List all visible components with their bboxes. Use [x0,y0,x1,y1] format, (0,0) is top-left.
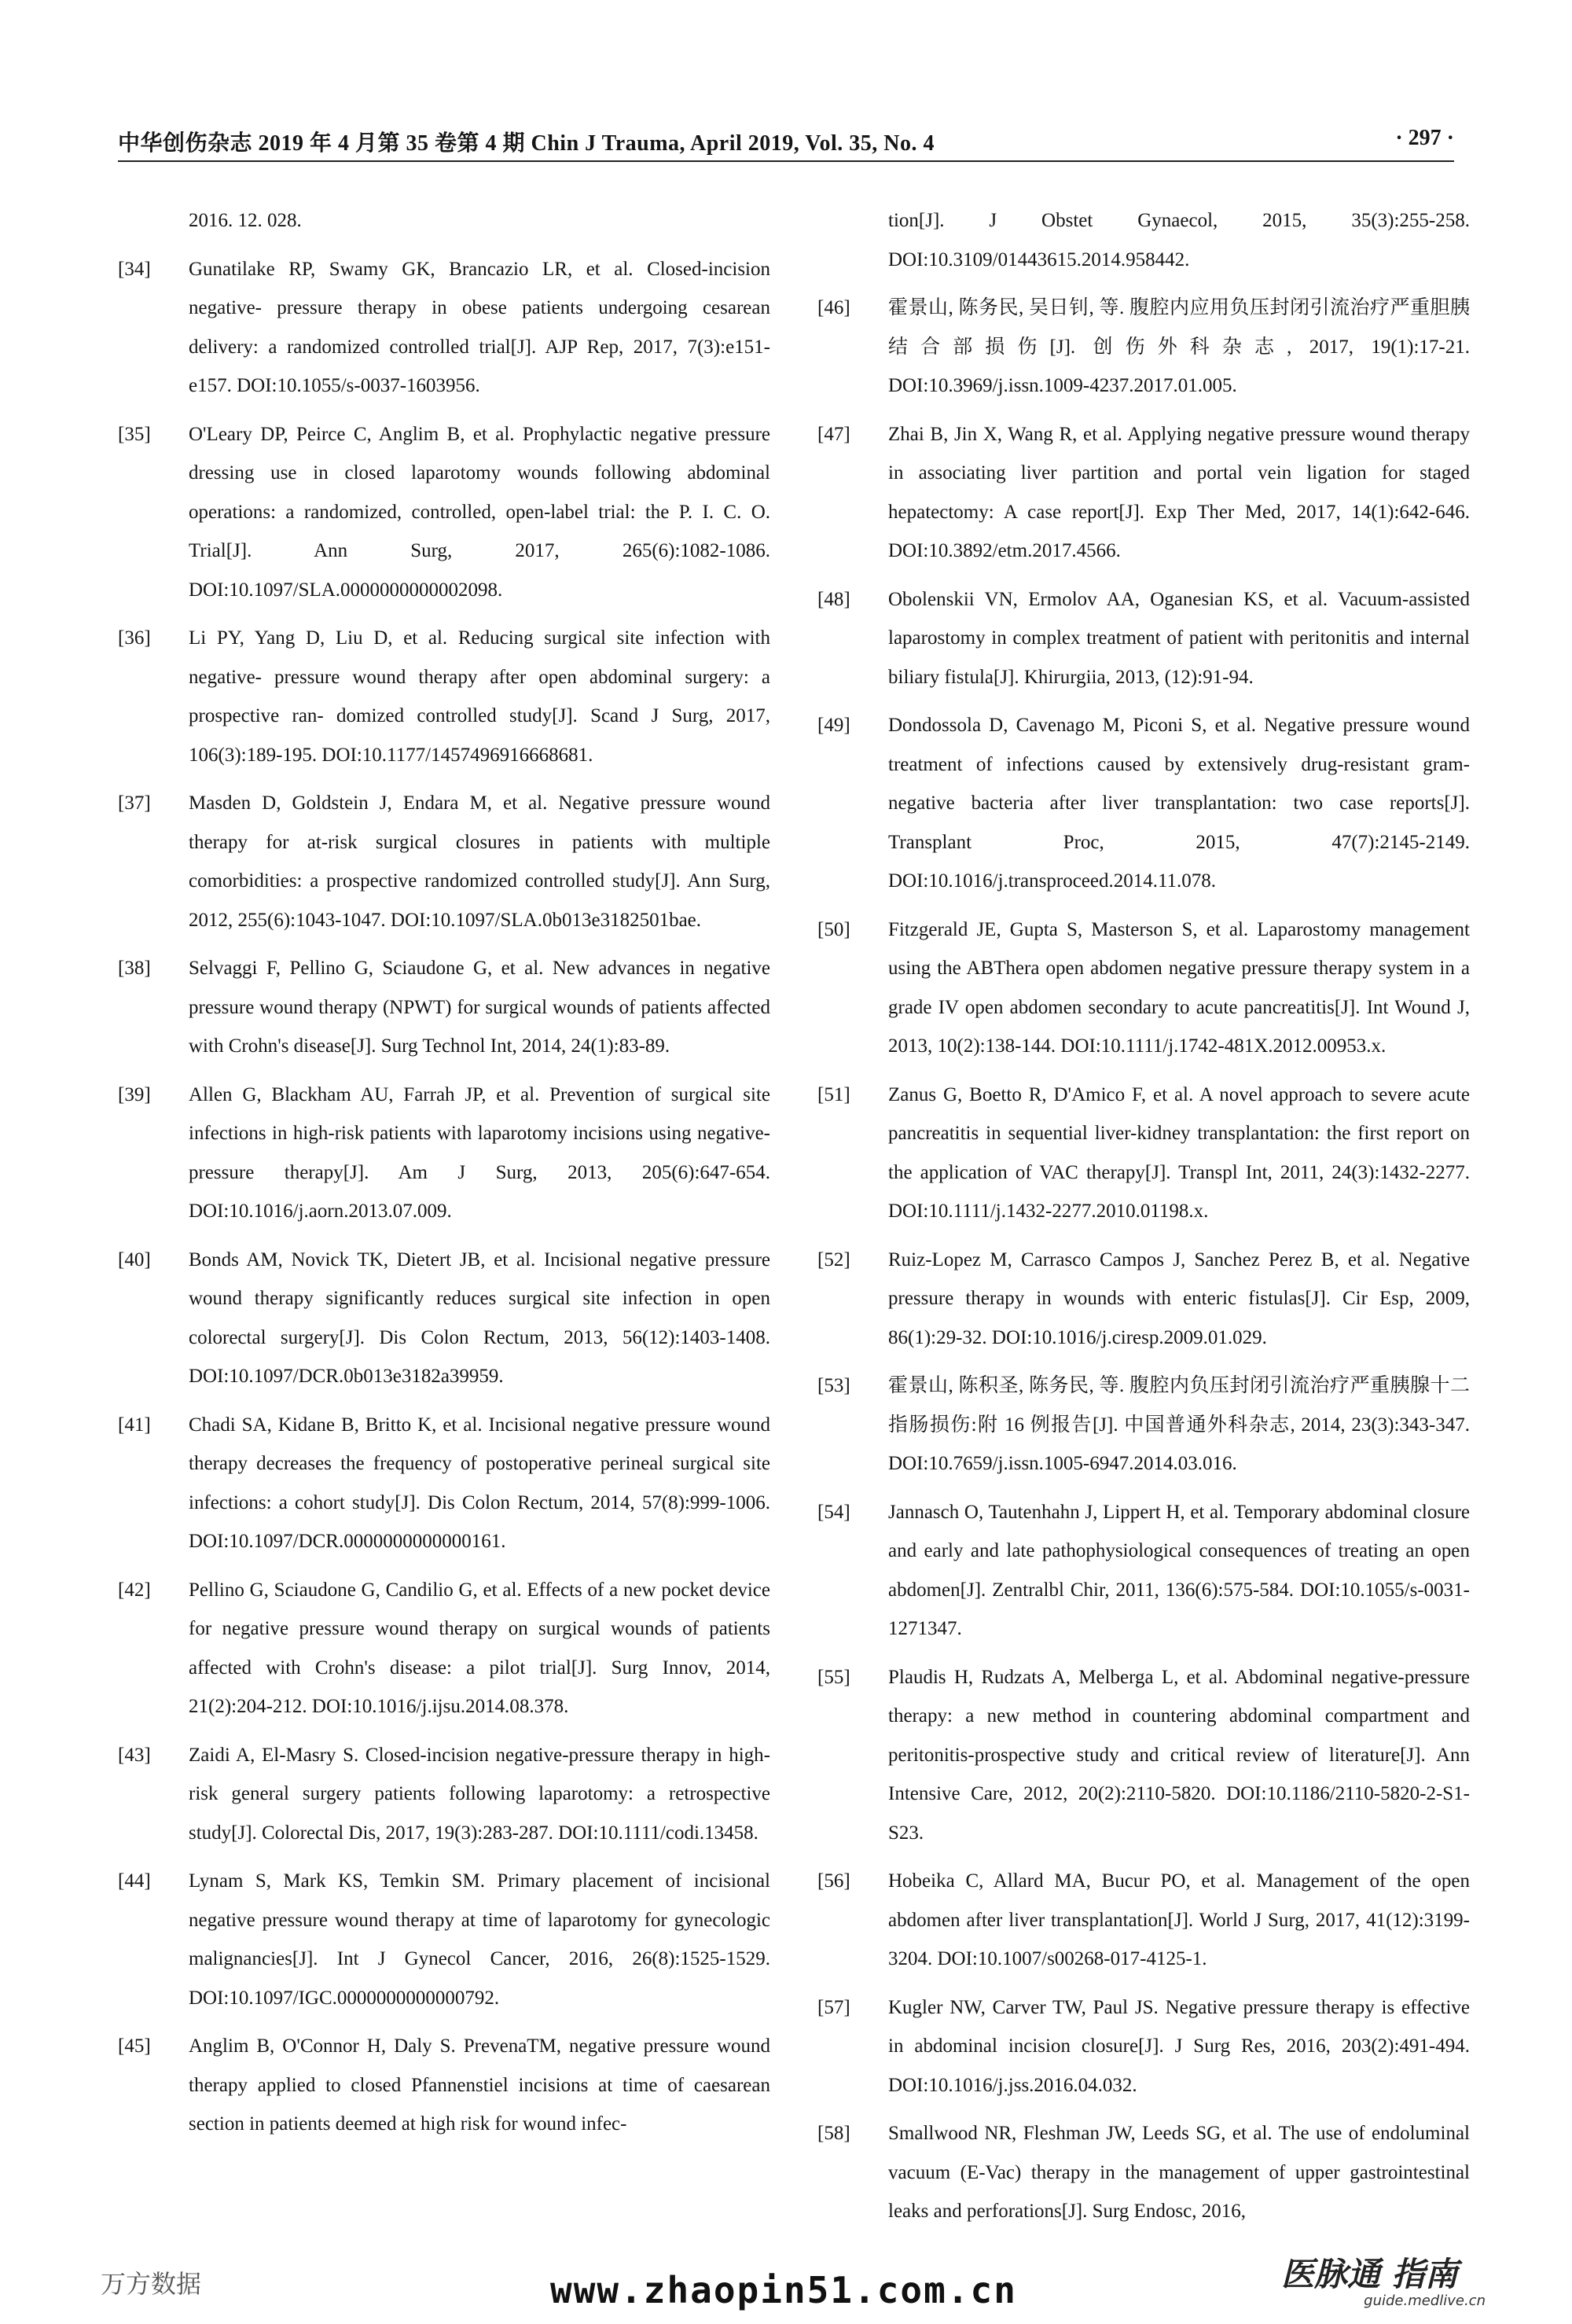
reference-item [817,910,1470,1066]
reference-number: [51] [817,1083,850,1105]
reference-item [817,1658,1470,1853]
reference-text: Jannasch O, Tautenhahn J, Lippert H, et al. Temporary abdominal closure and early and late pathophysiological consequences of treating an open abdomen[J]. Zentralbl Chir, 2011, 136(6):575-584. DOI:10.1055/s-0031-1271347. [888,1501,1470,1639]
reference-item [817,2114,1470,2231]
reference-text: 霍景山, 陈务民, 吴日钊, 等. 腹腔内应用负压封闭引流治疗严重胆胰结合部损伤[J]. 创伤外科杂志, 2017, 19(1):17-21. DOI:10.3969/j.issn.1009-4237.2017.01.005. [888,297,1470,396]
reference-text: Smallwood NR, Fleshman JW, Leeds SG, et al. The use of endoluminal vacuum (E-Vac) therapy in the management of upper gastrointestinal leaks and perforations[J]. Surg Endosc, 2016, [888,2123,1470,2222]
reference-number: [42] [118,1579,151,1601]
reference-number: [35] [118,423,151,445]
reference-number: [44] [118,1870,151,1892]
reference-text: Chadi SA, Kidane B, Britto K, et al. Incisional negative pressure wound therapy decreases the frequency of postoperative perineal surgical site infections: a cohort study[J]. Dis Colon Rectum, 2014, 57(8):999-1006. DOI:10.1097/DCR.0000000000000161. [189,1414,770,1552]
reference-number: [45] [118,2035,151,2057]
reference-list-left [118,250,770,2144]
reference-number: [41] [118,1414,151,1436]
reference-item [118,2027,770,2144]
reference-item [817,580,1470,697]
journal-header: 中华创伤杂志 2019 年 4 月第 35 卷第 4 期 Chin J Trauma, April 2019, Vol. 35, No. 4 [118,131,935,156]
page-number: · 297 · [1395,126,1454,150]
reference-number: [55] [817,1666,850,1688]
reference-item [118,1406,770,1561]
reference-number: [38] [118,958,151,979]
running-header [118,126,1454,162]
reference-continuation: tion[J]. J Obstet Gynaecol, 2015, 35(3):255-258. DOI:10.3109/01443615.2014.958442. [888,210,1470,270]
reference-text: Pellino G, Sciaudone G, Candilio G, et al. Effects of a new pocket device for negative pressure wound therapy on surgical wounds of patients affected with Crohn's disease: a pilot trial[J]. Surg Innov, 2014, 21(2):204-212. DOI:10.1016/j.ijsu.2014.08.378. [189,1579,770,1717]
reference-item [118,784,770,940]
reference-item [118,1862,770,2017]
reference-text: 霍景山, 陈积圣, 陈务民, 等. 腹腔内负压封闭引流治疗严重胰腺十二指肠损伤:附 16 例报告[J]. 中国普通外科杂志, 2014, 23(3):343-347. DOI:10.7659/j.issn.1005-6947.2014.03.016. [888,1375,1470,1474]
reference-number: [47] [817,423,850,445]
reference-continuation: 2016. 12. 028. [189,210,302,231]
reference-number: [37] [118,792,151,814]
reference-item [118,250,770,406]
reference-text: Bonds AM, Novick TK, Dietert JB, et al. Incisional negative pressure wound therapy significantly reduces surgical site infection in open colorectal surgery[J]. Dis Colon Rectum, 2013, 56(12):1403-1408. DOI:10.1097/DCR.0b013e3182a39959. [189,1248,770,1387]
reference-text: Ruiz-Lopez M, Carrasco Campos J, Sanchez Perez B, et al. Negative pressure therapy in wounds with enteric fistulas[J]. Cir Esp, 2009, 86(1):29-32. DOI:10.1016/j.ciresp.2009.01.029. [888,1248,1470,1348]
reference-text: Fitzgerald JE, Gupta S, Masterson S, et al. Laparostomy management using the ABThera open abdomen negative pressure therapy system in a grade IV open abdomen secondary to acute pancreatitis[J]. Int Wound J, 2013, 10(2):138-144. DOI:10.1111/j.1742-481X.2012.00953.x. [888,918,1470,1057]
reference-number: [58] [817,2123,850,2144]
reference-text: O'Leary DP, Peirce C, Anglim B, et al. Prophylactic negative pressure dressing use in closed laparotomy wounds following abdominal operations: a randomized, controlled, open-label trial: the P. I. C. O. Trial[J]. Ann Surg, 2017, 265(6):1082-1086. DOI:10.1097/SLA.0000000000002098. [189,423,770,601]
reference-number: [40] [118,1248,151,1270]
reference-text: Masden D, Goldstein J, Endara M, et al. Negative pressure wound therapy for at-risk surgical closures in patients with multiple comorbidities: a prospective randomized controlled study[J]. Ann Surg, 2012, 255(6):1043-1047. DOI:10.1097/SLA.0b013e3182501bae. [189,792,770,931]
reference-item [118,1736,770,1853]
reference-text: Allen G, Blackham AU, Farrah JP, et al. Prevention of surgical site infections in high-risk patients with laparotomy incisions using negative-pressure therapy[J]. Am J Surg, 2013, 205(6):647-654. DOI:10.1016/j.aorn.2013.07.009. [189,1083,770,1222]
reference-text: Zhai B, Jin X, Wang R, et al. Applying negative pressure wound therapy in associating liver partition and portal vein ligation for staged hepatectomy: A case report[J]. Exp Ther Med, 2017, 14(1):642-646. DOI:10.3892/etm.2017.4566. [888,423,1470,561]
reference-item [817,1493,1470,1649]
reference-item [817,1076,1470,1231]
reference-item [817,289,1470,406]
reference-text: Kugler NW, Carver TW, Paul JS. Negative pressure therapy is effective in abdominal incision closure[J]. J Surg Res, 2016, 203(2):491-494. DOI:10.1016/j.jss.2016.04.032. [888,1996,1470,2096]
reference-text: Anglim B, O'Connor H, Daly S. PrevenaTM, negative pressure wound therapy applied to closed Pfannenstiel incisions at time of caesarean section in patients deemed at high risk for wound infec- [189,2035,770,2135]
reference-item [118,1241,770,1396]
right-column [817,201,1470,2241]
reference-item [118,949,770,1066]
reference-number: [43] [118,1744,151,1766]
reference-text: Zaidi A, El-Masry S. Closed-incision negative-pressure therapy in high-risk general surgery patients following laparotomy: a retrospective study[J]. Colorectal Dis, 2017, 19(3):283-287. DOI:10.1111/codi.13458. [189,1744,770,1844]
reference-number: [48] [817,588,850,610]
reference-number: [39] [118,1083,151,1105]
reference-item [118,1571,770,1726]
reference-number: [53] [817,1375,850,1396]
reference-text: Selvaggi F, Pellino G, Sciaudone G, et al. New advances in negative pressure wound therapy (NPWT) for surgical wounds of patients affected with Crohn's disease[J]. Surg Technol Int, 2014, 24(1):83-89. [189,958,770,1057]
reference-number: [56] [817,1870,850,1892]
logo-text: 医脉通 指南 [1281,2255,1458,2293]
reference-text: Li PY, Yang D, Liu D, et al. Reducing surgical site infection with negative- pressure wound therapy after open abdominal surgery: a prospective ran- domized controlled study[J]. Scand J Surg, 2017, 106(3):189-195. DOI:10.1177/1457496916668681. [189,627,770,766]
reference-number: [46] [817,297,850,318]
reference-item [817,415,1470,571]
reference-number: [34] [118,258,151,280]
reference-item [817,706,1470,901]
reference-number: [52] [817,1248,850,1270]
reference-item [118,415,770,610]
reference-number: [50] [817,918,850,940]
reference-number: [36] [118,627,151,649]
logo-subtext: guide.medlive.cn [1364,2293,1486,2309]
reference-item [817,1241,1470,1358]
reference-text: Zanus G, Boetto R, D'Amico F, et al. A novel approach to severe acute pancreatitis in sequential liver-kidney transplantation: the first report on the application of VAC therapy[J]. Transpl Int, 2011, 24(3):1432-2277. DOI:10.1111/j.1432-2277.2010.01198.x. [888,1083,1470,1222]
wanfang-watermark: 万方数据 [101,2269,202,2299]
reference-number: [49] [817,715,850,736]
reference-text: Lynam S, Mark KS, Temkin SM. Primary placement of incisional negative pressure wound therapy at time of laparotomy for gynecologic malignancies[J]. Int J Gynecol Cancer, 2016, 26(8):1525-1529. DOI:10.1097/IGC.0000000000000792. [189,1870,770,2009]
reference-item [817,1862,1470,1979]
reference-number: [54] [817,1501,850,1523]
reference-text: Plaudis H, Rudzats A, Melberga L, et al. Abdominal negative-pressure therapy: a new method in countering abdominal compartment and peritonitis-prospective study and critical review of literature[J]. Ann Intensive Care, 2012, 20(2):2110-5820. DOI:10.1186/2110-5820-2-S1-S23. [888,1666,1470,1844]
reference-item [817,1988,1470,2105]
footer-url[interactable]: www.zhaopin51.com.cn [550,2269,1017,2311]
reference-item [118,619,770,774]
reference-text: Dondossola D, Cavenago M, Piconi S, et al. Negative pressure wound treatment of infections caused by extensively drug-resistant gram-negative bacteria after liver transplantation: two case reports[J]. Transplant Proc, 2015, 47(7):2145-2149. DOI:10.1016/j.transproceed.2014.11.078. [888,715,1470,892]
reference-text: Hobeika C, Allard MA, Bucur PO, et al. Management of the open abdomen after liver transplantation[J]. World J Surg, 2017, 41(12):3199-3204. DOI:10.1007/s00268-017-4125-1. [888,1870,1470,1969]
reference-text: Obolenskii VN, Ermolov AA, Oganesian KS, et al. Vacuum-assisted laparostomy in complex treatment of patient with peritonitis and internal biliary fistula[J]. Khirurgiia, 2013, (12):91-94. [888,588,1470,688]
reference-list-right [817,289,1470,2231]
reference-item [817,1366,1470,1484]
reference-text: Gunatilake RP, Swamy GK, Brancazio LR, et al. Closed-incision negative- pressure therapy in obese patients undergoing cesarean delivery: a randomized controlled trial[J]. AJP Rep, 2017, 7(3):e151-e157. DOI:10.1055/s-0037-1603956. [189,258,770,396]
left-column [118,201,770,2153]
medlive-logo [1281,2249,1486,2311]
reference-item [118,1076,770,1231]
reference-number: [57] [817,1996,850,2018]
